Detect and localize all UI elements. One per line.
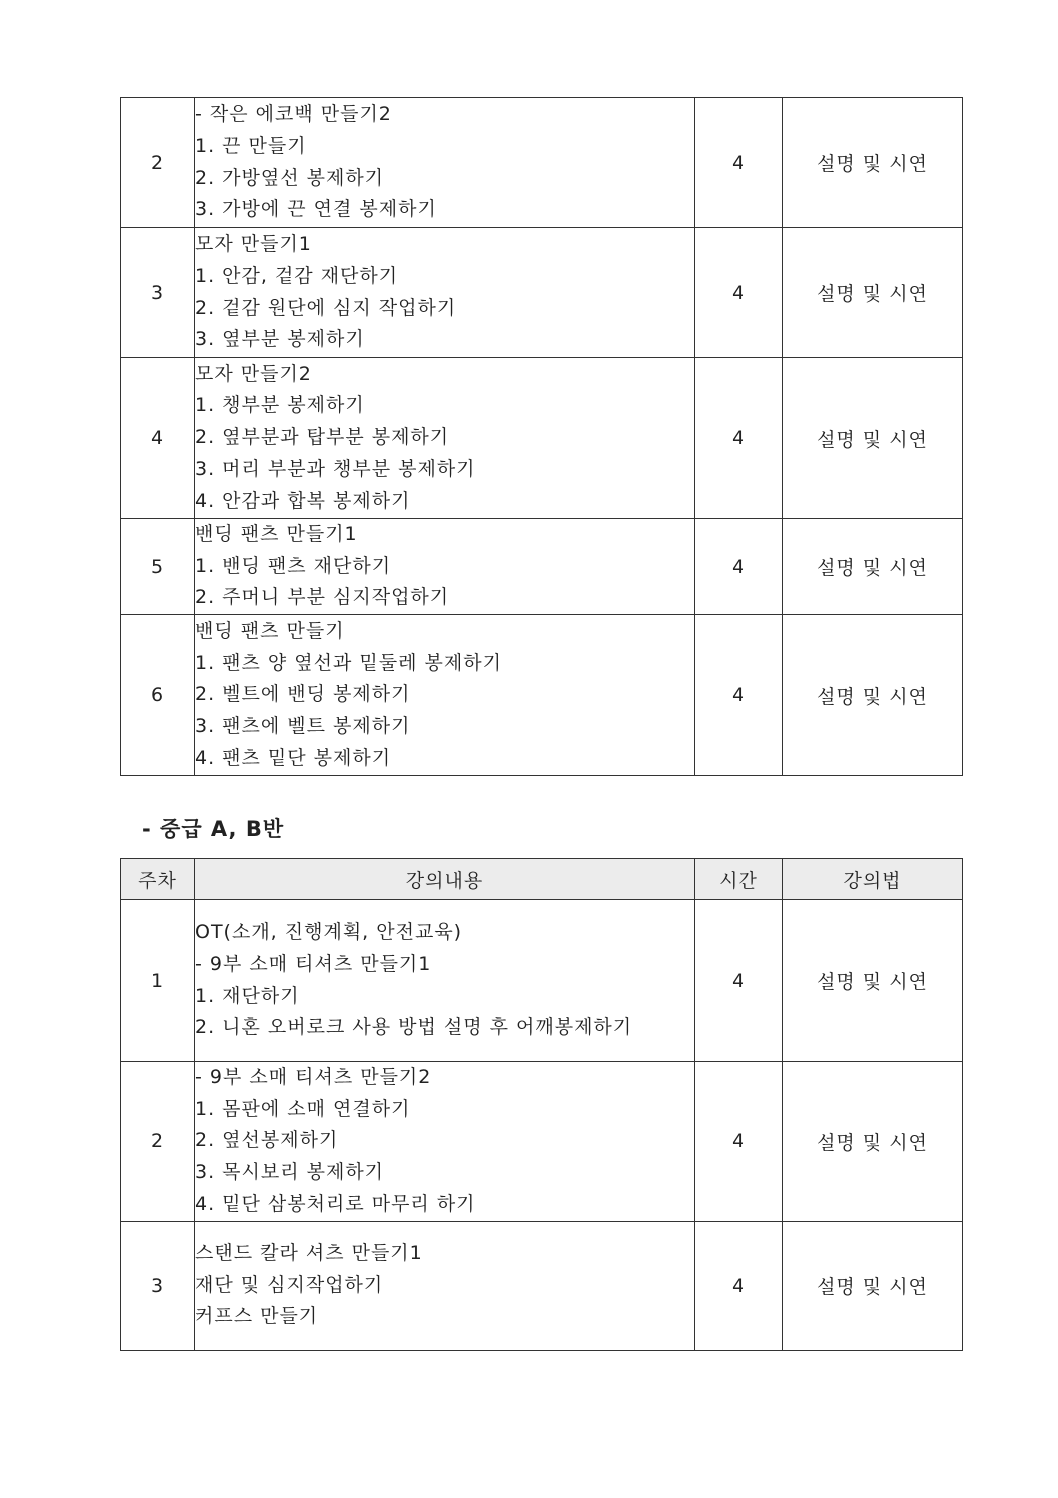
table-row [121,1062,963,1222]
lecture-content-cell [195,228,695,358]
hours-cell: 4 [695,228,783,358]
content-line: 밴딩 팬츠 만들기1 [195,523,358,545]
content-line: 3. 머리 부분과 챙부분 봉제하기 [195,457,476,480]
content-line: 2. 니혼 오버로크 사용 방법 설명 후 어깨봉제하기 [195,1016,633,1039]
teaching-method-cell: 설명 및 시연 [783,1221,963,1350]
content-line: 1. 밴딩 팬츠 재단하기 [195,554,392,577]
content-line: 1. 몸판에 소매 연결하기 [195,1097,411,1120]
teaching-method-cell: 설명 및 시연 [783,1062,963,1222]
content-line: 3. 옆부분 봉제하기 [195,328,365,351]
content-line: - 9부 소매 티셔츠 만들기1 [195,952,432,975]
hours-cell: 4 [695,1062,783,1222]
content-line: 커프스 만들기 [195,1305,319,1328]
curriculum-table-continued [120,97,963,776]
week-cell: 4 [121,358,195,519]
lecture-content-cell [195,98,695,228]
content-line: 3. 가방에 끈 연결 봉제하기 [195,198,437,221]
section-heading: - 중급 A, B반 [142,817,285,841]
hours-cell: 4 [695,519,783,615]
content-line: - 작은 에코백 만들기2 [195,103,392,126]
lecture-content-cell [195,1221,695,1350]
teaching-method-cell: 설명 및 시연 [783,228,963,358]
lecture-content-cell [195,1062,695,1222]
content-line: 2. 옆부분과 탑부분 봉제하기 [195,426,450,449]
week-cell: 5 [121,519,195,615]
hours-cell: 4 [695,98,783,228]
content-line: 4. 밑단 삼봉처리로 마무리 하기 [195,1192,476,1215]
table-row [121,900,963,1062]
content-line: 1. 안감, 겉감 재단하기 [195,264,399,287]
content-line: 1. 재단하기 [195,984,300,1007]
content-line: 2. 가방옆선 봉제하기 [195,166,385,189]
content-line: 3. 목시보리 봉제하기 [195,1161,385,1184]
hours-cell: 4 [695,358,783,519]
hours-column-header: 시간 [695,859,783,900]
teaching-method-cell: 설명 및 시연 [783,358,963,519]
table-header-row [121,859,963,900]
content-line: - 9부 소매 티셔츠 만들기2 [195,1066,432,1088]
method-column-header: 강의법 [783,859,963,900]
teaching-method-cell: 설명 및 시연 [783,900,963,1062]
week-cell: 3 [121,1221,195,1350]
lecture-content-cell [195,358,695,519]
table-row [121,228,963,358]
table-row [121,1221,963,1350]
content-line: 2. 옆선봉제하기 [195,1129,339,1152]
content-line: 2. 겉감 원단에 심지 작업하기 [195,296,457,319]
table-row [121,519,963,615]
curriculum-table-intermediate [120,858,963,1351]
week-cell: 2 [121,1062,195,1222]
week-cell: 2 [121,98,195,228]
table-row [121,615,963,776]
teaching-method-cell: 설명 및 시연 [783,519,963,615]
week-cell: 1 [121,900,195,1062]
table-row [121,358,963,519]
content-line: 4. 안감과 합복 봉제하기 [195,489,411,512]
content-line: 스탠드 칼라 셔츠 만들기1 [195,1241,423,1264]
content-line: 1. 챙부분 봉제하기 [195,394,365,417]
content-line: 1. 팬츠 양 옆선과 밑둘레 봉제하기 [195,651,502,674]
hours-cell: 4 [695,900,783,1062]
teaching-method-cell: 설명 및 시연 [783,615,963,776]
lecture-content-cell [195,900,695,1062]
content-line: 2. 벨트에 밴딩 봉제하기 [195,683,411,706]
hours-cell: 4 [695,615,783,776]
week-cell: 6 [121,615,195,776]
hours-cell: 4 [695,1221,783,1350]
content-column-header: 강의내용 [195,859,695,900]
content-line: 1. 끈 만들기 [195,134,307,157]
content-line: 4. 팬츠 밑단 봉제하기 [195,746,392,769]
week-cell: 3 [121,228,195,358]
content-line: 모자 만들기2 [195,362,312,385]
teaching-method-cell: 설명 및 시연 [783,98,963,228]
content-line: 3. 팬츠에 벨트 봉제하기 [195,714,411,737]
content-line: OT(소개, 진행계획, 안전교육) [195,921,463,944]
content-line: 재단 및 심지작업하기 [195,1273,384,1296]
content-line: 모자 만들기1 [195,233,312,256]
table-row [121,98,963,228]
lecture-content-cell [195,615,695,776]
content-line: 2. 주머니 부분 심지작업하기 [195,586,450,609]
lecture-content-cell [195,519,695,615]
week-column-header: 주차 [121,859,195,900]
content-line: 밴딩 팬츠 만들기 [195,619,345,642]
